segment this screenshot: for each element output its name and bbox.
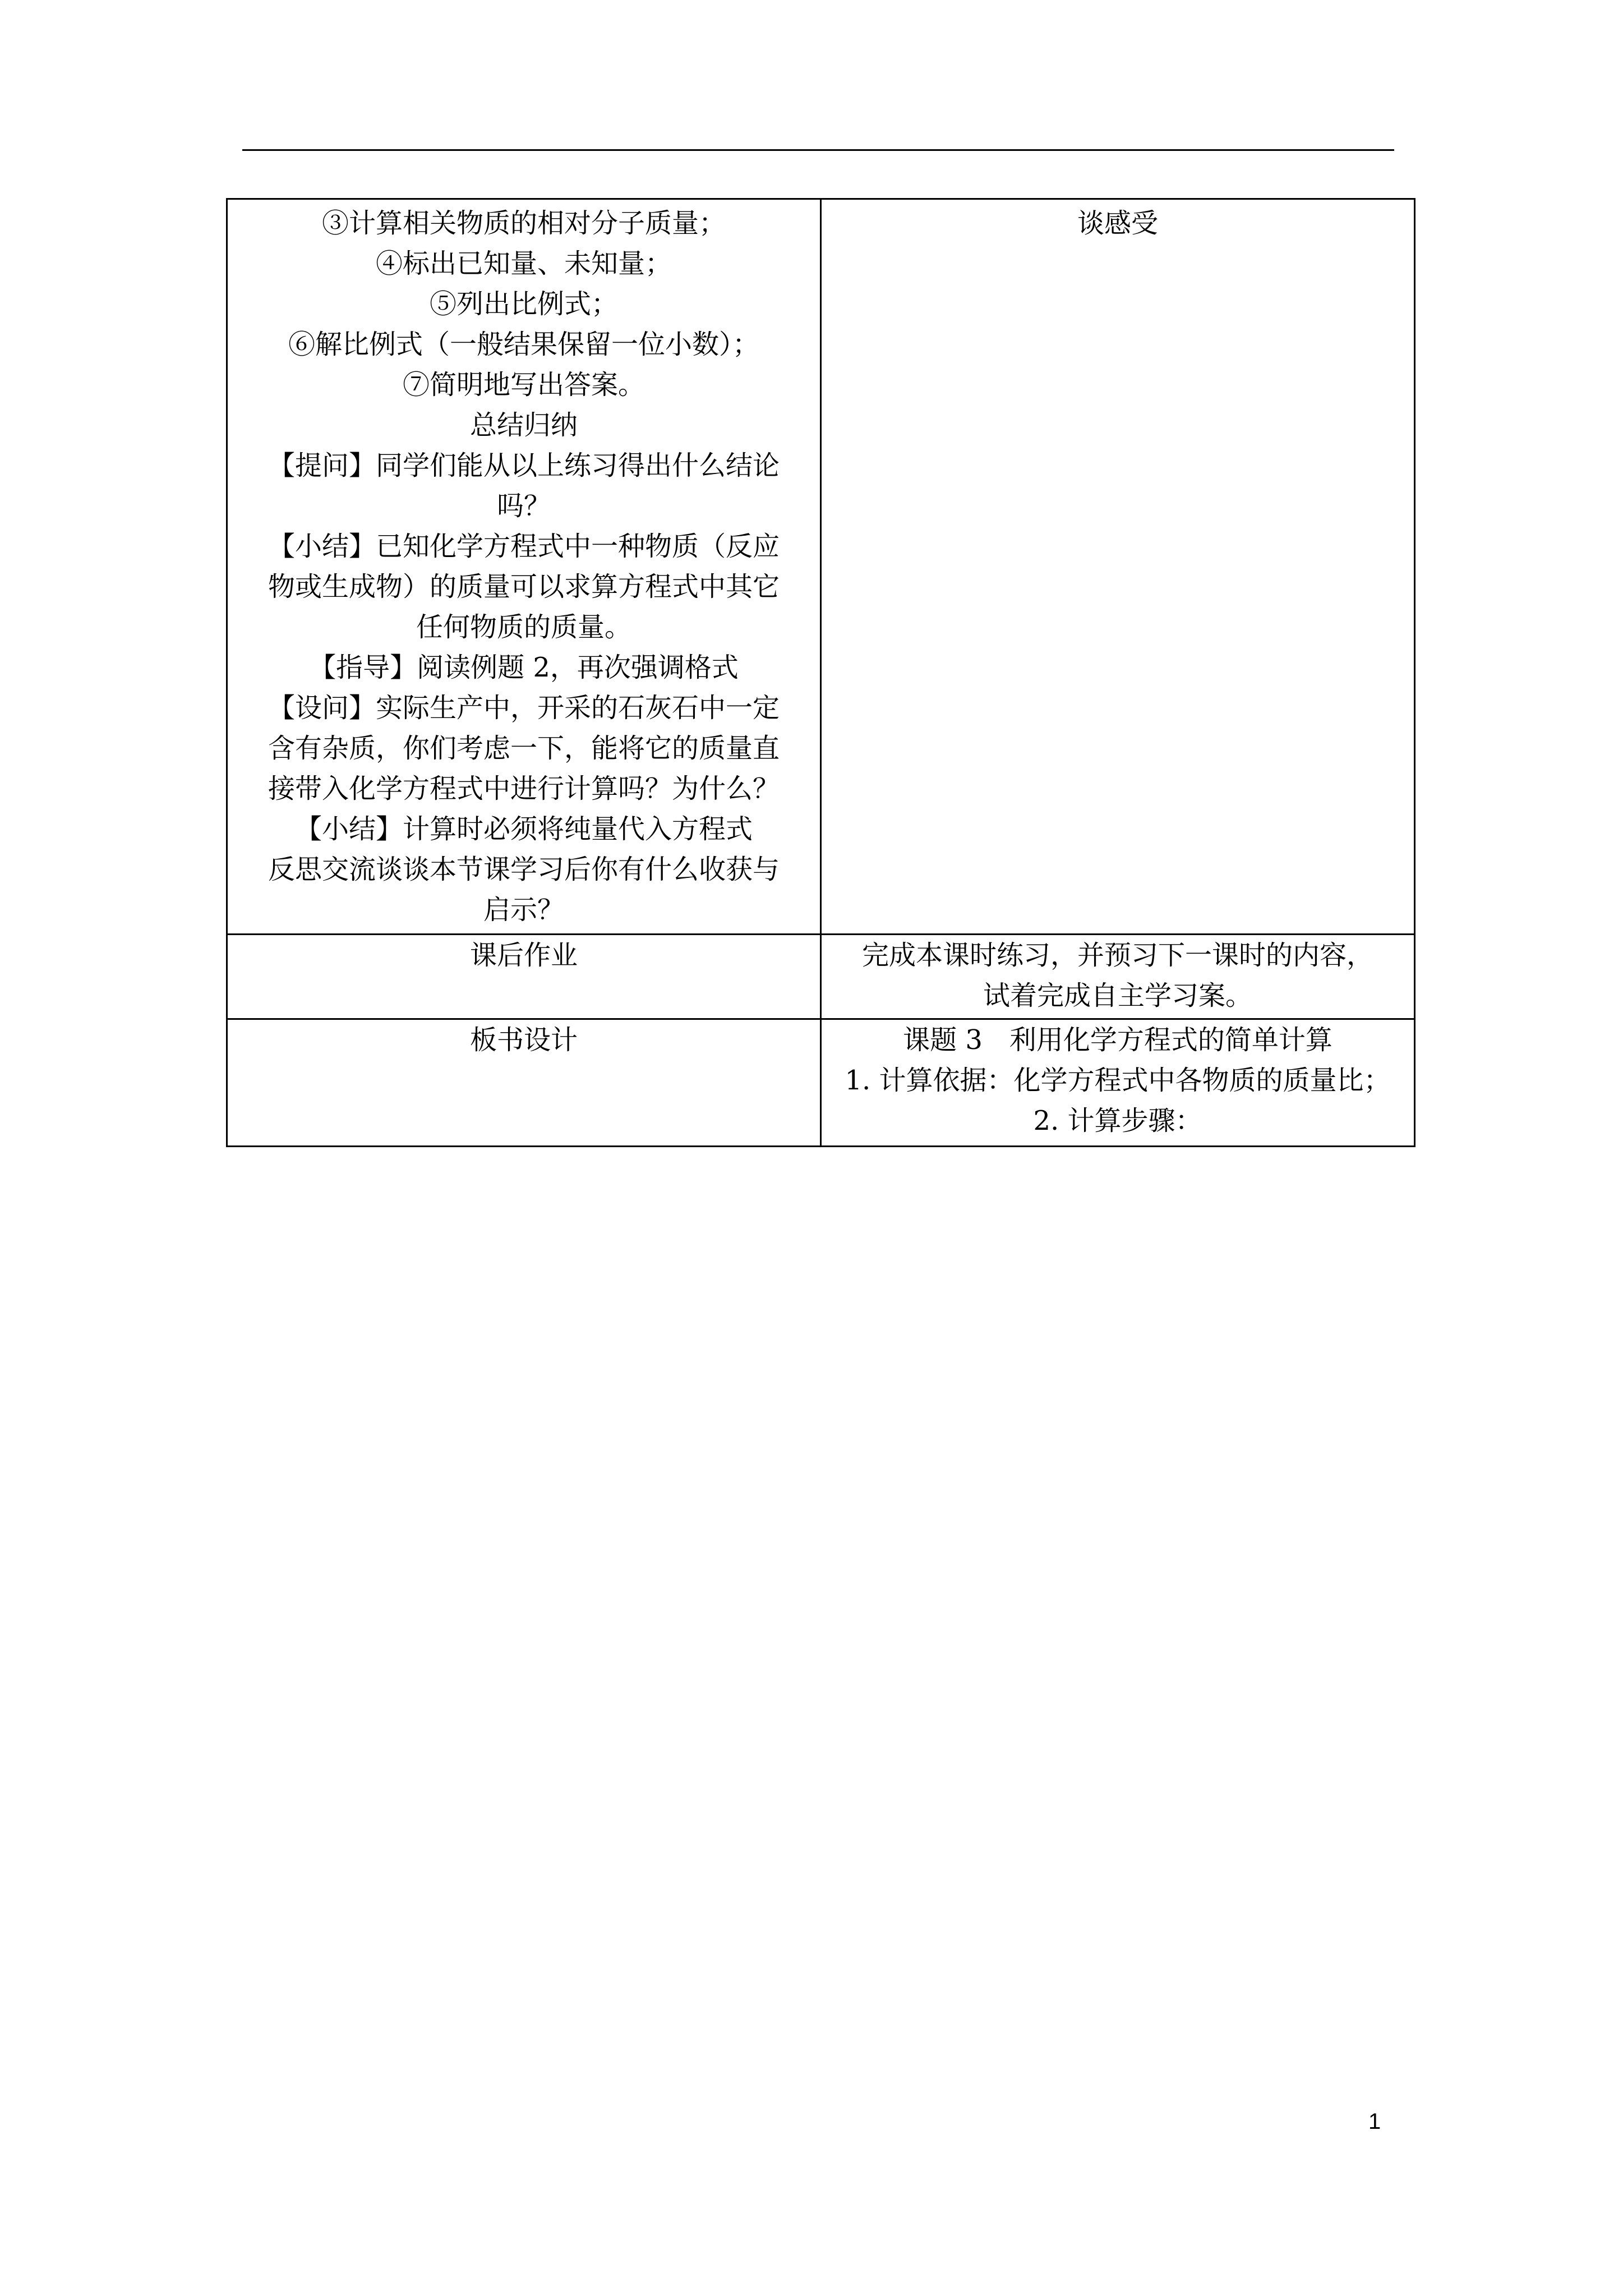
- text-line: ④标出已知量、未知量；: [375, 248, 672, 279]
- text-line: 2. 计算步骤：: [1033, 1105, 1202, 1137]
- header-rule: [242, 149, 1394, 151]
- homework-content-cell: [821, 935, 1415, 1019]
- text-line: 完成本课时练习，并预习下一课时的内容，: [861, 940, 1373, 971]
- page-number: 1: [1368, 2109, 1381, 2134]
- table-row: [227, 199, 1415, 935]
- row-label: 板书设计: [469, 1024, 578, 1056]
- homework-label-cell: [227, 935, 821, 1019]
- text-line: 【小结】已知化学方程式中一种物质（反应: [268, 531, 780, 562]
- text-line: 接带入化学方程式中进行计算吗？为什么？: [268, 773, 780, 804]
- text-line: ⑤列出比例式；: [429, 288, 618, 320]
- text-line: 【提问】同学们能从以上练习得出什么结论: [268, 450, 780, 481]
- text-line: 总结归纳: [469, 409, 578, 441]
- board-design-content-cell: [821, 1019, 1415, 1147]
- text-line: 试着完成自主学习案。: [983, 980, 1252, 1011]
- text-line: 反思交流谈谈本节课学习后你有什么收获与: [268, 854, 780, 885]
- teaching-activity-cell: [227, 199, 821, 935]
- text-line: 吗？: [496, 490, 551, 522]
- student-activity-cell: [821, 199, 1415, 935]
- lesson-plan-table: [226, 198, 1415, 1147]
- text-line: 任何物质的质量。: [416, 611, 631, 643]
- text-line: ③计算相关物质的相对分子质量；: [321, 208, 726, 239]
- text-line: 【设问】实际生产中，开采的石灰石中一定: [268, 692, 780, 724]
- board-design-label-cell: [227, 1019, 821, 1147]
- text-line: ⑥解比例式（一般结果保留一位小数）；: [288, 329, 759, 360]
- text-line: 课题 3 利用化学方程式的简单计算: [903, 1024, 1332, 1056]
- text-line: 含有杂质，你们考虑一下，能将它的质量直: [268, 733, 780, 764]
- table-row: [227, 935, 1415, 1019]
- text-line: 1. 计算依据：化学方程式中各物质的质量比；: [845, 1065, 1391, 1096]
- text-line: 物或生成物）的质量可以求算方程式中其它: [268, 571, 780, 602]
- text-line: ⑦简明地写出答案。: [402, 369, 645, 401]
- text-line: 谈感受: [1077, 208, 1158, 239]
- text-line: 启示？: [483, 894, 564, 926]
- row-label: 课后作业: [469, 940, 578, 971]
- text-line: 【小结】计算时必须将纯量代入方程式: [294, 813, 753, 845]
- table-row: [227, 1019, 1415, 1147]
- text-line: 【指导】阅读例题 2，再次强调格式: [309, 652, 739, 683]
